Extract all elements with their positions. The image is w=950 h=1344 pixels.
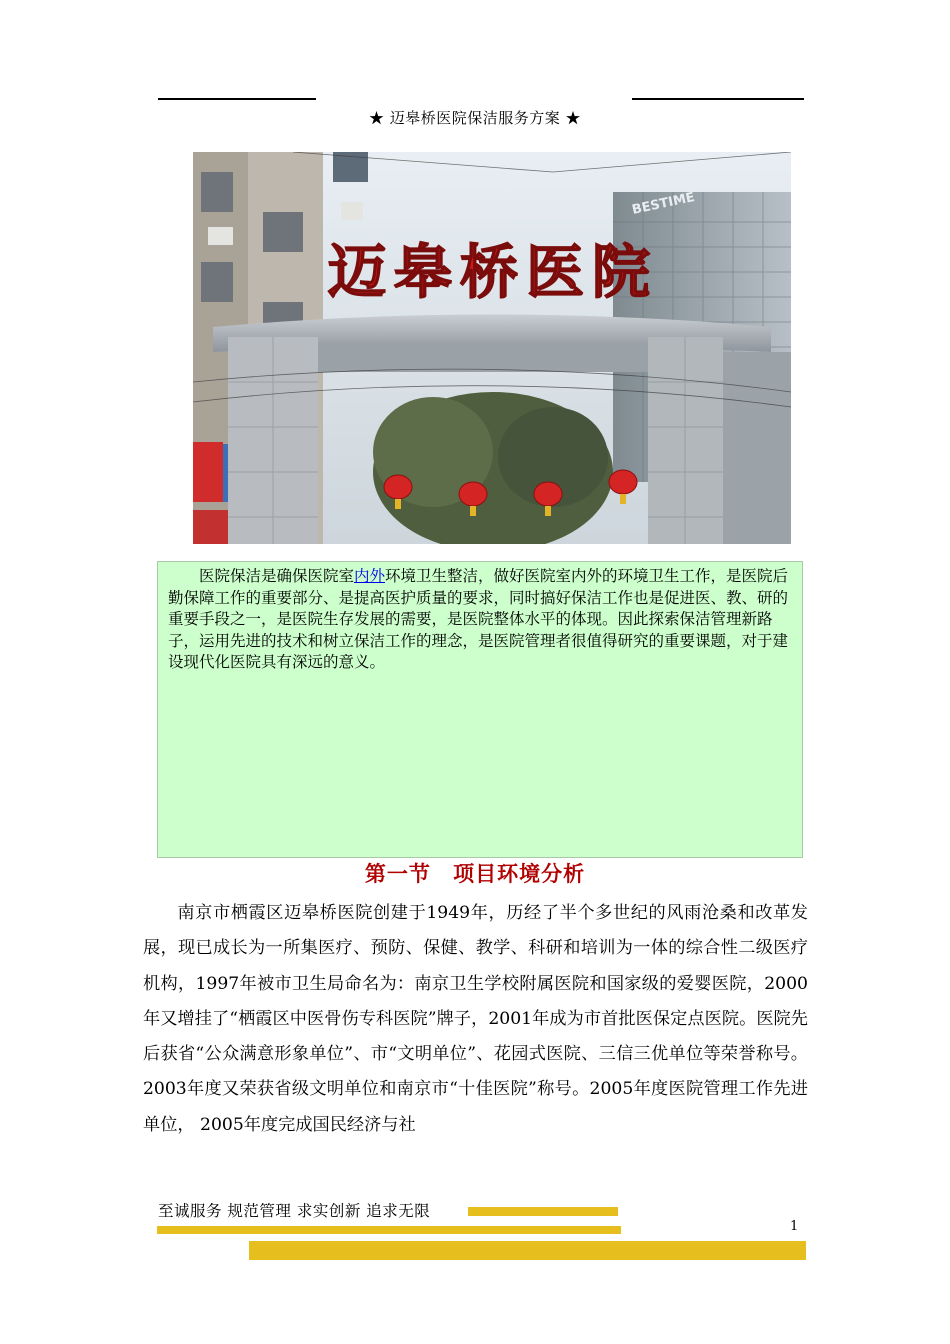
footer-bar-top bbox=[468, 1207, 618, 1216]
footer-bar-bottom bbox=[249, 1241, 806, 1260]
page-number: 1 bbox=[790, 1219, 799, 1234]
header-rule-left bbox=[158, 98, 316, 100]
intro-text-rest: 环境卫生整洁，做好医院室内外的环境卫生工作，是医院后勤保障工作的重要部分、是提高医护质量的要求，同时搞好保洁工作也是促进医、教、研的重要手段之一，是医院生存发展的需要，是医院整体水平的体现。因此探索保洁管理新路子，运用先进的技术和树立保洁工作的理念，是医院管理者很值得研究的重要课题，对于建设现代化医院具有深远的意义。 bbox=[168, 567, 789, 672]
building-sign-text: BESTIME bbox=[630, 189, 697, 218]
header-rule-right bbox=[632, 98, 804, 100]
intro-text-start: 医院保洁是确保医院室 bbox=[199, 567, 355, 585]
intro-box bbox=[157, 561, 803, 858]
section-title: 第一节 项目环境分析 bbox=[364, 862, 586, 886]
footer-motto: 至诚服务 规范管理 求实创新 追求无限 bbox=[158, 1202, 431, 1220]
hospital-sign-text: 迈皋桥医院 bbox=[327, 238, 659, 306]
intro-link[interactable]: 内外 bbox=[354, 567, 386, 585]
footer-bar-middle bbox=[157, 1226, 621, 1234]
header-title: ★ 迈皋桥医院保洁服务方案 ★ bbox=[368, 109, 582, 127]
section-body: 南京市栖霞区迈皋桥医院创建于1949年，历经了半个多世纪的风雨沧桑和改革发展，现已成长为一所集医疗、预防、保健、教学、科研和培训为一体的综合性二级医疗机构，1997年被市卫生局命名为：南京卫生学校附属医院和国家级的爱婴医院，2000年又增挂了“栖霞区中医骨伤专科医院”牌子，2001年成为市首批医保定点医院。医院先后获省“公众满意形象单位”、市“文明单位”、花园式医院、三信三优单位等荣誉称号。2003年度又荣获省级文明单位和南京市“十佳医院”称号。2005年度医院管理工作先进单位， 2005年度完成国民经济与社 bbox=[143, 903, 808, 1135]
hospital-gate-photo bbox=[193, 152, 791, 544]
